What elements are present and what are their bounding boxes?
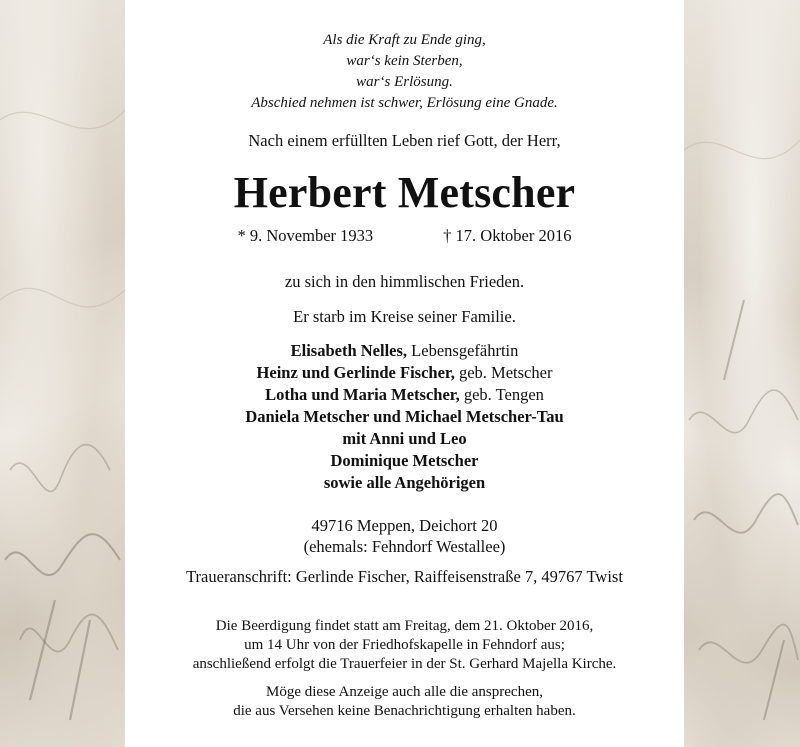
poem-line: Als die Kraft zu Ende ging,	[323, 32, 486, 48]
family-member	[125, 362, 684, 384]
family-member	[125, 340, 684, 362]
family-member-name: Dominique Metscher	[330, 451, 479, 470]
background-handwriting-left	[0, 0, 125, 747]
family-address	[125, 515, 684, 557]
mourning-address: Traueranschrift: Gerlinde Fischer, Raiffeisenstraße 7, 49767 Twist	[186, 567, 623, 586]
family-member-note: geb. Tengen	[459, 385, 544, 404]
funeral-line: Die Beerdigung findet statt am Freitag, dem 21. Oktober 2016,	[215, 618, 594, 634]
family-member-name: Heinz und Gerlinde Fischer,	[256, 363, 455, 382]
obituary-panel	[125, 0, 684, 747]
poem	[125, 30, 684, 114]
death-date: † 17. Oktober 2016	[443, 226, 572, 245]
intro-text: Nach einem erfüllten Leben rief Gott, der Herr,	[248, 131, 561, 150]
poem-line: Abschied nehmen ist schwer, Erlösung eine Gnade.	[251, 95, 558, 111]
birth-date: * 9. November 1933	[237, 226, 374, 245]
family-member-name: sowie alle Angehörigen	[323, 473, 486, 492]
family-member-name: Lotha und Maria Metscher,	[265, 385, 460, 404]
family-member-name: mit Anni und Leo	[342, 429, 467, 448]
handwriting-decoration	[684, 0, 800, 747]
poem-line: war‘s kein Sterben,	[346, 53, 463, 69]
funeral-info	[125, 617, 684, 674]
family-member-name: Elisabeth Nelles,	[290, 341, 408, 360]
family-member	[125, 428, 684, 450]
life-dates	[125, 226, 684, 246]
family-member	[125, 406, 684, 428]
family-list	[125, 340, 684, 494]
family-member	[125, 472, 684, 494]
funeral-line: um 14 Uhr von der Friedhofskapelle in Fehndorf aus;	[244, 637, 565, 653]
funeral-line: anschließend erfolgt die Trauerfeier in der St. Gerhard Majella Kirche.	[192, 656, 617, 672]
note-line: Möge diese Anzeige auch alle die ansprechen,	[266, 684, 543, 700]
address-line: (ehemals: Fehndorf Westallee)	[303, 537, 506, 556]
family-member	[125, 450, 684, 472]
handwriting-decoration	[0, 0, 125, 747]
deceased-name: Herbert Metscher	[233, 168, 576, 217]
family-member	[125, 384, 684, 406]
notification-note	[125, 683, 684, 721]
address-line: 49716 Meppen, Deichort 20	[311, 516, 498, 535]
peace-text: zu sich in den himmlischen Frieden.	[284, 272, 525, 291]
family-member-note: geb. Metscher	[454, 363, 553, 382]
note-line: die aus Versehen keine Benachrichtigung erhalten haben.	[233, 703, 576, 719]
family-member-name: Daniela Metscher und Michael Metscher-Tau	[245, 407, 564, 426]
died-text: Er starb im Kreise seiner Familie.	[293, 307, 516, 326]
background-handwriting-right	[684, 0, 800, 747]
family-member-note: Lebensgefährtin	[407, 341, 519, 360]
poem-line: war‘s Erlösung.	[356, 74, 453, 90]
